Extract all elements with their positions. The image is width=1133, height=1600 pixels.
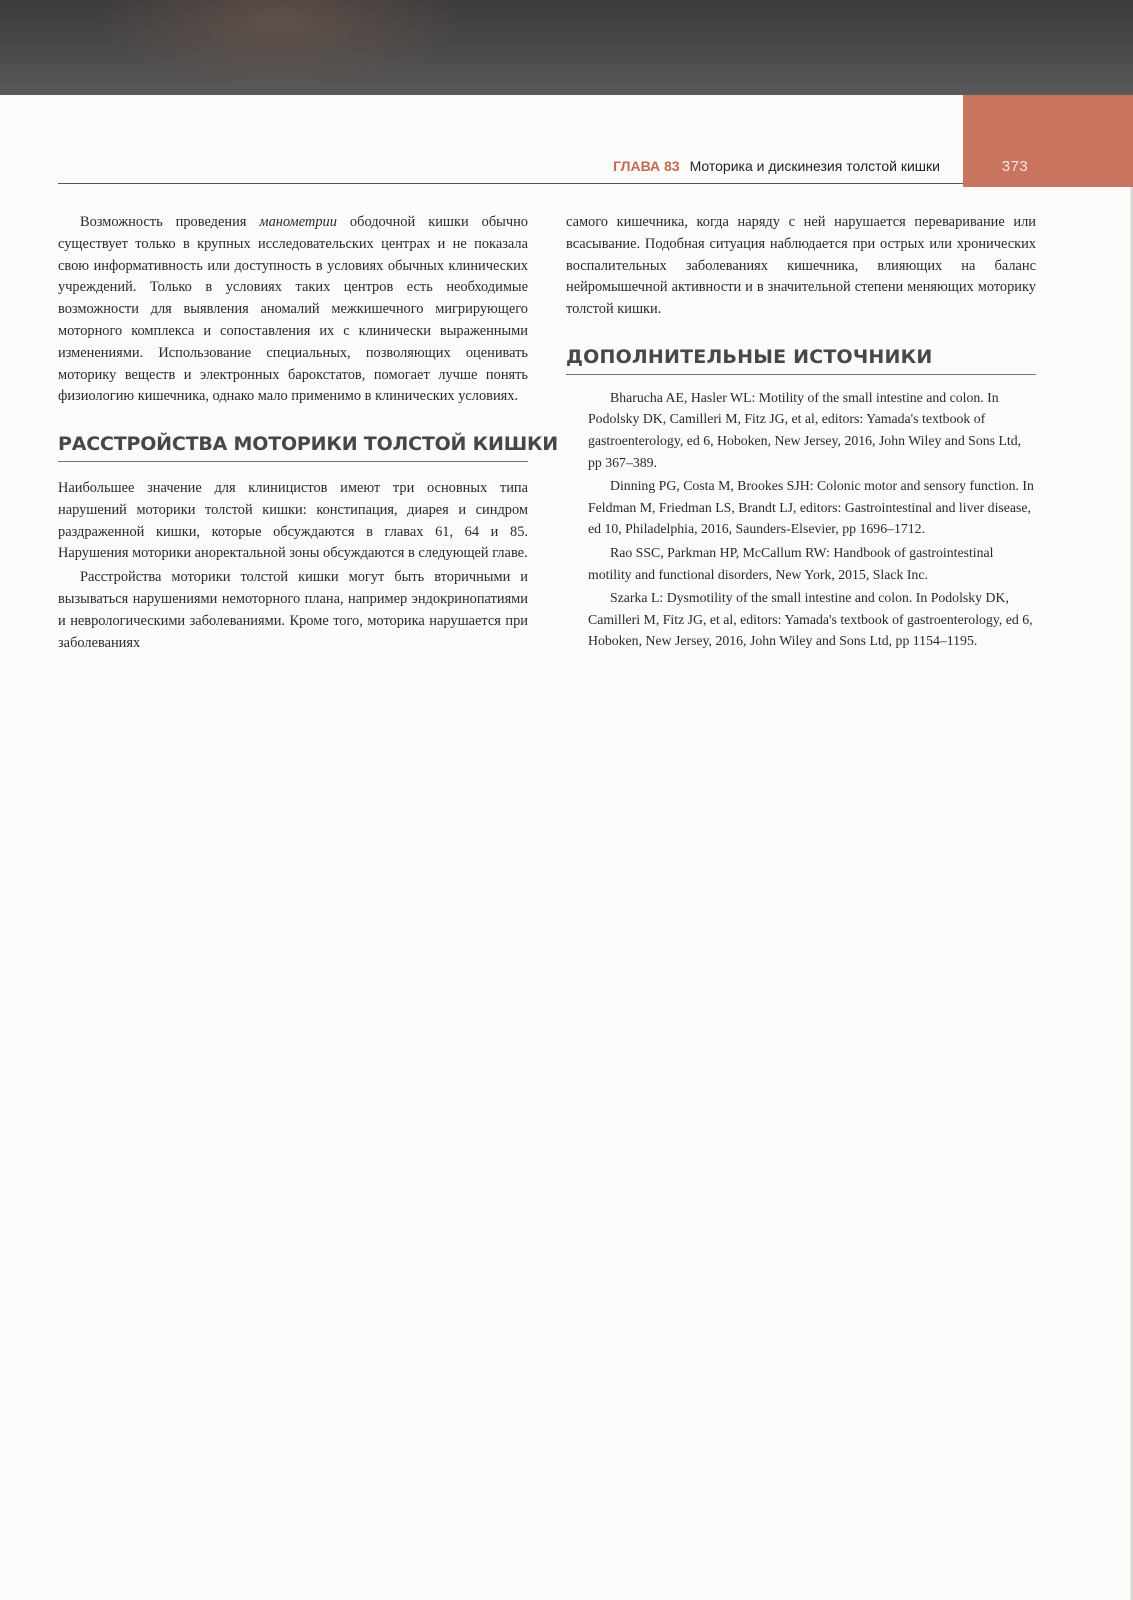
intro-text-rest: ободочной кишки обычно существует только в крупных исследовательских центрах и не показала свою информативность или доступность в условиях обычных клинических учреждений. Только в условиях таких центров есть необходимые возможности для выявления аномалий межкишечного мигрирующего моторного комплекса и сопоставления их с клинически выраженными изменениями. Использование специальных, позволяющих оценивать моторику веществ и электронных барокстатов, помогает лучше понять физиологию кишечника, однако мало применимо в клинических условиях. xyxy=(58,214,528,405)
header-rule xyxy=(58,183,963,184)
body-paragraph: Наибольшее значение для клиницистов имеют три основных типа нарушений моторики толстой кишки: констипация, диарея и синдром раздраженной кишки, которые обсуждаются в главах 61, 64 и 85. Нарушения моторики аноректальной зоны обсуждаются в следующей главе. xyxy=(58,479,528,562)
page-number: 373 xyxy=(1001,158,1029,175)
reference-list xyxy=(566,387,1036,652)
reference-item: Bharucha AE, Hasler WL: Motility of the small intestine and colon. In Podolsky DK, Camilleri M, Fitz JG, et al, editors: Yamada's textbook of gastroenterology, ed 6, Hoboken, New Jersey, 2016, John Wiley and Sons Ltd, pp 367–389. xyxy=(588,389,1022,470)
term-manometry: манометрии xyxy=(259,214,337,230)
section-heading-further-reading: ДОПОЛНИТЕЛЬНЫЕ ИСТОЧНИКИ xyxy=(566,347,1036,375)
reference-item: Szarka L: Dysmotility of the small intestine and colon. In Podolsky DK, Camilleri M, Fitz JG, et al, editors: Yamada's textbook of gastroenterology, ed 6, Hoboken, New Jersey, 2016, John Wiley and Sons Ltd, pp 1154–1195. xyxy=(588,590,1033,649)
section-heading-colon-motility-disorders: РАССТРОЙСТВА МОТОРИКИ ТОЛСТОЙ КИШКИ xyxy=(58,434,528,462)
body-paragraph: Расстройства моторики толстой кишки могут быть вторичными и вызываться нарушениями немоторного плана, например эндокринопатиями и неврологическими заболеваниями. Кроме того, моторика нарушается при заболеваниях xyxy=(58,569,528,651)
reference-item: Rao SSC, Parkman HP, McCallum RW: Handbook of gastrointestinal motility and functional disorders, New York, 2015, Slack Inc. xyxy=(588,544,994,582)
left-column xyxy=(58,212,559,654)
reference-item: Dinning PG, Costa M, Brookes SJH: Colonic motor and sensory function. In Feldman M, Friedman LS, Brandt LJ, editors: Gastrointestinal and liver disease, ed 10, Philadelphia, 2016, Saunders-Elsevier, pp 1696–1712. xyxy=(588,478,1034,537)
chapter-label: ГЛАВА 83 xyxy=(613,158,680,174)
scan-dark-top-band xyxy=(0,0,1133,95)
right-column xyxy=(566,212,1036,652)
intro-paragraph xyxy=(58,212,528,408)
running-header xyxy=(613,158,940,174)
chapter-title: Моторика и дискинезия толстой кишки xyxy=(689,158,940,174)
intro-text-start: Возможность проведения xyxy=(80,214,260,230)
continuation-paragraph: самого кишечника, когда наряду с ней нарушается переваривание или всасывание. Подобная ситуация наблюдается при острых или хронических воспалительных заболеваниях кишечника, влияющих на баланс нейромышечной активности и в значительной степени меняющих моторику толстой кишки. xyxy=(566,214,1036,318)
